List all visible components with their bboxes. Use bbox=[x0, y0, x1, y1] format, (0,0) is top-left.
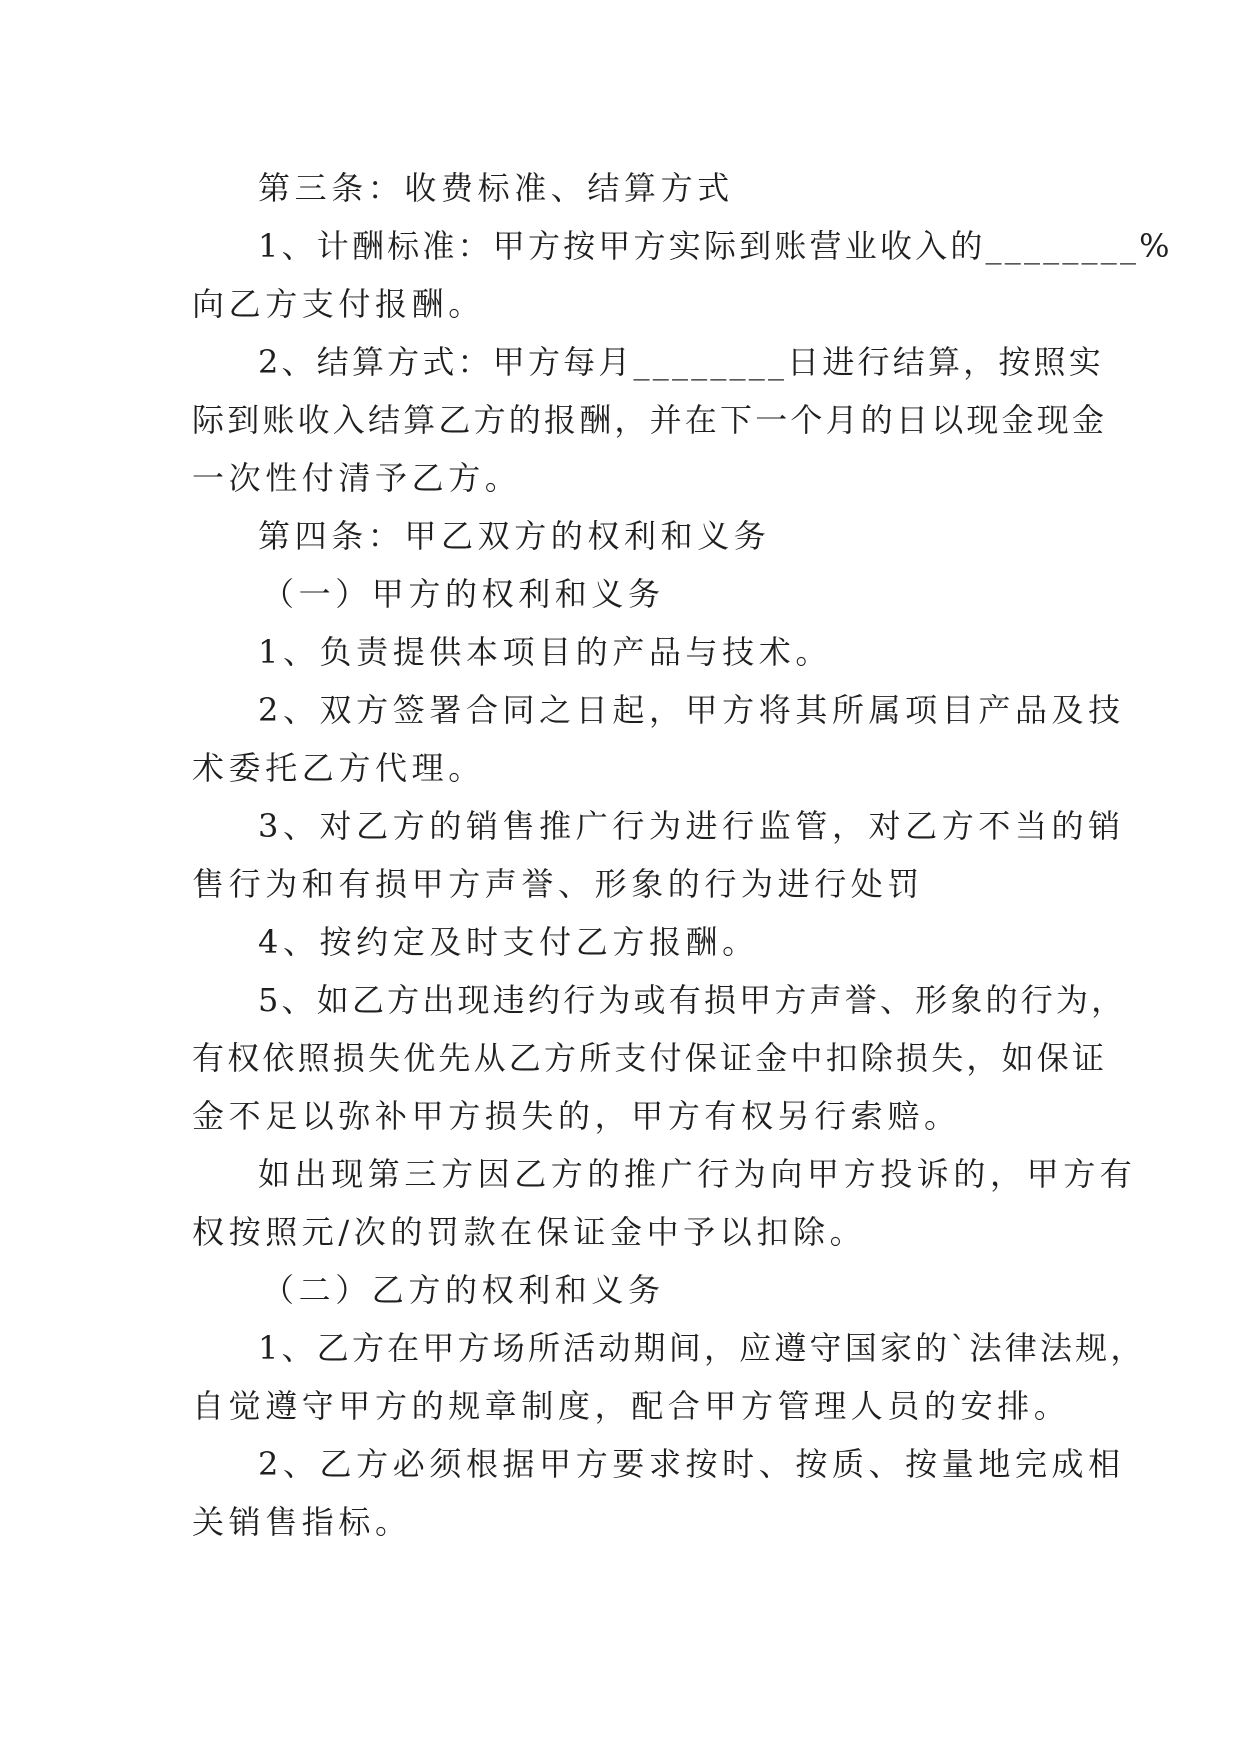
paragraph-line: 如出现第三方因乙方的推广行为向甲方投诉的，甲方有 bbox=[258, 1155, 1137, 1193]
paragraph-line: 售行为和有损甲方声誉、形象的行为进行处罚 bbox=[192, 865, 925, 903]
paragraph-line: 术委托乙方代理。 bbox=[192, 749, 485, 787]
paragraph-line: 2、双方签署合同之日起，甲方将其所属项目产品及技 bbox=[258, 691, 1125, 729]
paragraph-line: 自觉遵守甲方的规章制度，配合甲方管理人员的安排。 bbox=[192, 1387, 1071, 1425]
paragraph-line: 5、如乙方出现违约行为或有损甲方声誉、形象的行为， bbox=[258, 981, 1127, 1019]
paragraph-line: 1、乙方在甲方场所活动期间，应遵守国家的`法律法规， bbox=[258, 1329, 1146, 1367]
section-2-heading: （二）乙方的权利和义务 bbox=[262, 1271, 665, 1309]
article-4-heading: 第四条：甲乙双方的权利和义务 bbox=[258, 517, 771, 555]
paragraph-line: 一次性付清予乙方。 bbox=[192, 459, 522, 497]
article-3-heading: 第三条：收费标准、结算方式 bbox=[258, 169, 734, 207]
paragraph-line: 4、按约定及时支付乙方报酬。 bbox=[258, 923, 759, 961]
paragraph-line: 1、负责提供本项目的产品与技术。 bbox=[258, 633, 832, 671]
paragraph-line: 金不足以弥补甲方损失的，甲方有权另行索赔。 bbox=[192, 1097, 961, 1135]
paragraph-line: 3、对乙方的销售推广行为进行监管，对乙方不当的销 bbox=[258, 807, 1125, 845]
paragraph-line: 2、结算方式：甲方每月________日进行结算，按照实 bbox=[258, 343, 1104, 381]
paragraph-line: 1、计酬标准：甲方按甲方实际到账营业收入的________% bbox=[258, 227, 1173, 265]
paragraph-line: 向乙方支付报酬。 bbox=[192, 285, 485, 323]
paragraph-line: 际到账收入结算乙方的报酬，并在下一个月的日以现金现金 bbox=[192, 401, 1108, 439]
section-1-heading: （一）甲方的权利和义务 bbox=[262, 575, 665, 613]
paragraph-line: 2、乙方必须根据甲方要求按时、按质、按量地完成相 bbox=[258, 1445, 1125, 1483]
paragraph-line: 权按照元/次的罚款在保证金中予以扣除。 bbox=[192, 1213, 867, 1251]
paragraph-line: 关销售指标。 bbox=[192, 1503, 412, 1541]
paragraph-line: 有权依照损失优先从乙方所支付保证金中扣除损失，如保证 bbox=[192, 1039, 1108, 1077]
